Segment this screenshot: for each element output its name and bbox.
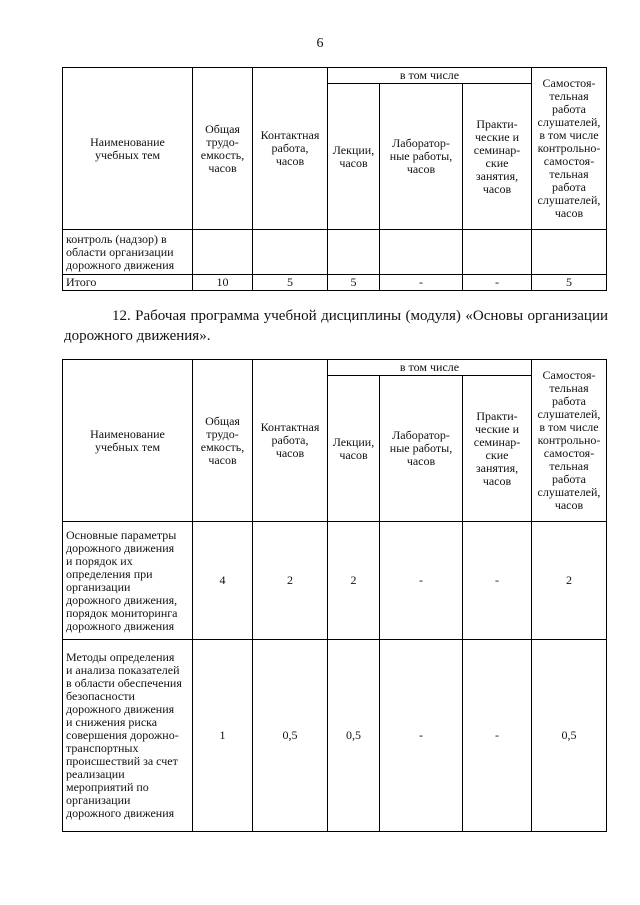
- row-practice: -: [463, 522, 532, 640]
- row-total: 4: [193, 522, 253, 640]
- row-lectures: 0,5: [328, 640, 380, 832]
- row-contact: 2: [253, 522, 328, 640]
- table-row: [63, 640, 607, 832]
- row-self: 2: [532, 522, 607, 640]
- row-labs: -: [380, 640, 463, 832]
- table-2: [62, 359, 607, 832]
- row-lectures: 2: [328, 522, 380, 640]
- table-row: [63, 230, 607, 275]
- header-total: Общая трудо- емкость, часов: [193, 360, 253, 522]
- header-labs: Лаборатор- ные работы, часов: [380, 376, 463, 522]
- header-lectures: Лекции, часов: [328, 84, 380, 230]
- row-self: 0,5: [532, 640, 607, 832]
- row-practice: [463, 230, 532, 275]
- header-contact: Контактная работа, часов: [253, 360, 328, 522]
- row-contact: 5: [253, 275, 328, 291]
- row-name: Основные параметры дорожного движения и порядок их определения при организации дорожного движения, порядок мониторинга дорожного движения: [63, 522, 193, 640]
- header-name: Наименование учебных тем: [63, 360, 193, 522]
- header-labs: Лаборатор- ные работы, часов: [380, 84, 463, 230]
- row-name: Методы определения и анализа показателей в области обеспечения безопасности дорожного движения и снижения риска совершения дорожно- транспортных происшествий за счет реализации мероприятий по организации дорожного движения: [63, 640, 193, 832]
- page-number: 6: [316, 36, 324, 51]
- row-labs: -: [380, 275, 463, 291]
- header-name: Наименование учебных тем: [63, 68, 193, 230]
- row-lectures: [328, 230, 380, 275]
- table-row-total: [63, 275, 607, 291]
- section-heading: 12. Рабочая программа учебной дисциплины (модуля) «Основы организации дорожного движения».: [64, 308, 608, 344]
- row-labs: [380, 230, 463, 275]
- row-name: контроль (надзор) в области организации дорожного движения: [63, 230, 193, 275]
- row-total: 10: [193, 275, 253, 291]
- header-incl: в том числе: [328, 68, 532, 84]
- row-practice: -: [463, 275, 532, 291]
- row-practice: -: [463, 640, 532, 832]
- row-total: 1: [193, 640, 253, 832]
- row-self: 5: [532, 275, 607, 291]
- header-practice: Практи- ческие и семинар- ские занятия, часов: [463, 84, 532, 230]
- header-practice: Практи- ческие и семинар- ские занятия, часов: [463, 376, 532, 522]
- header-lectures: Лекции, часов: [328, 376, 380, 522]
- row-self: [532, 230, 607, 275]
- header-selfwork: Самостоя- тельная работа слушателей, в том числе контрольно- самостоя- тельная работа слушателей, часов: [532, 68, 607, 230]
- row-lectures: 5: [328, 275, 380, 291]
- row-labs: -: [380, 522, 463, 640]
- header-selfwork: Самостоя- тельная работа слушателей, в том числе контрольно- самостоя- тельная работа слушателей, часов: [532, 360, 607, 522]
- row-total: [193, 230, 253, 275]
- table-1: [62, 67, 607, 291]
- header-total: Общая трудо- емкость, часов: [193, 68, 253, 230]
- row-contact: [253, 230, 328, 275]
- header-incl: в том числе: [328, 360, 532, 376]
- row-name: Итого: [63, 275, 193, 291]
- header-contact: Контактная работа, часов: [253, 68, 328, 230]
- table-row: [63, 522, 607, 640]
- row-contact: 0,5: [253, 640, 328, 832]
